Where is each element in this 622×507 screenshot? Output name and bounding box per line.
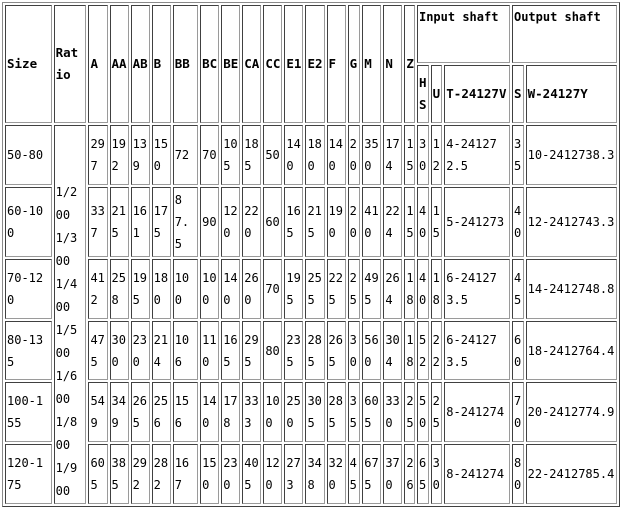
value-cell: 72 [173, 125, 198, 185]
header-dim: AB [131, 5, 150, 123]
header-dim: Z [404, 5, 415, 123]
header-input-u: U [431, 65, 443, 123]
value-cell: 370 [383, 444, 402, 504]
value-cell: 15 [431, 187, 443, 257]
value-cell: 18 [431, 259, 443, 319]
value-cell: 180 [305, 125, 324, 185]
value-cell: 70 [200, 125, 219, 185]
value-cell: 10-2412738.3 [526, 125, 617, 185]
value-cell: 412 [88, 259, 107, 319]
value-cell: 475 [88, 321, 107, 381]
header-dim: AA [110, 5, 129, 123]
value-cell: 165 [221, 321, 240, 381]
value-cell: 26 [404, 444, 415, 504]
size-cell: 70-120 [5, 259, 52, 319]
table-row [5, 382, 617, 442]
size-cell: 50-80 [5, 125, 52, 185]
value-cell: 285 [327, 382, 346, 442]
value-cell: 12 [431, 125, 443, 185]
value-cell: 265 [131, 382, 150, 442]
table-row [5, 321, 617, 381]
value-cell: 333 [242, 382, 261, 442]
value-cell: 30 [431, 444, 443, 504]
value-cell: 224 [383, 187, 402, 257]
header-dim: CC [263, 5, 282, 123]
value-cell: 20 [348, 187, 361, 257]
value-cell: 250 [284, 382, 303, 442]
value-cell: 52 [417, 321, 429, 381]
value-cell: 297 [88, 125, 107, 185]
value-cell: 220 [242, 187, 261, 257]
value-cell: 348 [305, 444, 324, 504]
table-row [5, 187, 617, 257]
value-cell: 20-2412774.9 [526, 382, 617, 442]
value-cell: 70 [263, 259, 282, 319]
value-cell: 50 [263, 125, 282, 185]
value-cell: 45 [512, 259, 524, 319]
value-cell: 410 [362, 187, 381, 257]
value-cell: 65 [417, 444, 429, 504]
value-cell: 20 [348, 125, 361, 185]
value-cell: 30 [417, 125, 429, 185]
value-cell: 225 [327, 259, 346, 319]
header-row-1 [5, 5, 617, 63]
value-cell: 50 [417, 382, 429, 442]
value-cell: 87.5 [173, 187, 198, 257]
value-cell: 304 [383, 321, 402, 381]
value-cell: 105 [221, 125, 240, 185]
value-cell: 675 [362, 444, 381, 504]
value-cell: 15 [404, 187, 415, 257]
value-cell: 295 [242, 321, 261, 381]
value-cell: 405 [242, 444, 261, 504]
value-cell: 30 [348, 321, 361, 381]
header-output-shaft: Output shaft [512, 5, 617, 63]
value-cell: 150 [200, 444, 219, 504]
value-cell: 214 [152, 321, 171, 381]
value-cell: 110 [200, 321, 219, 381]
value-cell: 25 [348, 259, 361, 319]
header-input-shaft: Input shaft [417, 5, 510, 63]
value-cell: 165 [284, 187, 303, 257]
value-cell: 264 [383, 259, 402, 319]
value-cell: 40 [417, 259, 429, 319]
value-cell: 185 [242, 125, 261, 185]
value-cell: 282 [152, 444, 171, 504]
table-row [5, 125, 617, 185]
value-cell: 195 [284, 259, 303, 319]
value-cell: 385 [110, 444, 129, 504]
value-cell: 25 [431, 382, 443, 442]
header-dim: BE [221, 5, 240, 123]
value-cell: 60 [512, 321, 524, 381]
value-cell: 120 [221, 187, 240, 257]
value-cell: 35 [348, 382, 361, 442]
value-cell: 161 [131, 187, 150, 257]
value-cell: 337 [88, 187, 107, 257]
value-cell: 190 [327, 187, 346, 257]
value-cell: 8-241274 [444, 382, 510, 442]
value-cell: 150 [152, 125, 171, 185]
table-body [5, 125, 617, 504]
value-cell: 255 [305, 259, 324, 319]
value-cell: 605 [88, 444, 107, 504]
spec-table [2, 2, 620, 507]
value-cell: 100 [173, 259, 198, 319]
value-cell: 305 [305, 382, 324, 442]
value-cell: 256 [152, 382, 171, 442]
header-dim: E2 [305, 5, 324, 123]
value-cell: 174 [383, 125, 402, 185]
header-input-t: T-24127V [444, 65, 510, 123]
value-cell: 40 [512, 187, 524, 257]
value-cell: 167 [173, 444, 198, 504]
value-cell: 45 [348, 444, 361, 504]
value-cell: 292 [131, 444, 150, 504]
size-cell: 100-155 [5, 382, 52, 442]
size-cell: 120-175 [5, 444, 52, 504]
value-cell: 22-2412785.4 [526, 444, 617, 504]
value-cell: 15 [404, 125, 415, 185]
value-cell: 560 [362, 321, 381, 381]
value-cell: 5-241273 [444, 187, 510, 257]
value-cell: 140 [327, 125, 346, 185]
value-cell: 4-241272.5 [444, 125, 510, 185]
ratio-cell: 1/200 1/300 1/400 1/500 1/600 1/800 1/900 [54, 125, 87, 504]
value-cell: 495 [362, 259, 381, 319]
value-cell: 230 [131, 321, 150, 381]
header-dim: A [88, 5, 107, 123]
value-cell: 18-2412764.4 [526, 321, 617, 381]
value-cell: 300 [110, 321, 129, 381]
value-cell: 8-241274 [444, 444, 510, 504]
header-dim: B [152, 5, 171, 123]
table-row [5, 259, 617, 319]
value-cell: 90 [200, 187, 219, 257]
value-cell: 215 [305, 187, 324, 257]
value-cell: 18 [404, 321, 415, 381]
value-cell: 175 [152, 187, 171, 257]
value-cell: 260 [242, 259, 261, 319]
value-cell: 140 [284, 125, 303, 185]
value-cell: 549 [88, 382, 107, 442]
value-cell: 25 [404, 382, 415, 442]
value-cell: 100 [200, 259, 219, 319]
value-cell: 35 [512, 125, 524, 185]
value-cell: 140 [221, 259, 240, 319]
value-cell: 180 [152, 259, 171, 319]
value-cell: 156 [173, 382, 198, 442]
value-cell: 6-241273.5 [444, 259, 510, 319]
header-dim: CA [242, 5, 261, 123]
value-cell: 70 [512, 382, 524, 442]
value-cell: 120 [263, 444, 282, 504]
value-cell: 139 [131, 125, 150, 185]
value-cell: 330 [383, 382, 402, 442]
value-cell: 230 [221, 444, 240, 504]
size-cell: 60-100 [5, 187, 52, 257]
value-cell: 12-2412743.3 [526, 187, 617, 257]
value-cell: 80 [263, 321, 282, 381]
value-cell: 192 [110, 125, 129, 185]
header-dim: M [362, 5, 381, 123]
size-cell: 80-135 [5, 321, 52, 381]
header-dim: G [348, 5, 361, 123]
value-cell: 349 [110, 382, 129, 442]
value-cell: 285 [305, 321, 324, 381]
value-cell: 18 [404, 259, 415, 319]
value-cell: 195 [131, 259, 150, 319]
value-cell: 258 [110, 259, 129, 319]
header-input-hs: HS [417, 65, 429, 123]
value-cell: 320 [327, 444, 346, 504]
header-ratio: Ratio [54, 5, 87, 123]
header-dim: N [383, 5, 402, 123]
header-dim: BC [200, 5, 219, 123]
value-cell: 605 [362, 382, 381, 442]
value-cell: 215 [110, 187, 129, 257]
table-row [5, 444, 617, 504]
value-cell: 100 [263, 382, 282, 442]
header-dim: BB [173, 5, 198, 123]
header-dim: F [327, 5, 346, 123]
value-cell: 178 [221, 382, 240, 442]
header-output-s: S [512, 65, 524, 123]
value-cell: 106 [173, 321, 198, 381]
value-cell: 235 [284, 321, 303, 381]
header-dim: E1 [284, 5, 303, 123]
value-cell: 60 [263, 187, 282, 257]
value-cell: 350 [362, 125, 381, 185]
header-size: Size [5, 5, 52, 123]
header-output-w: W-24127Y [526, 65, 617, 123]
value-cell: 14-2412748.8 [526, 259, 617, 319]
value-cell: 273 [284, 444, 303, 504]
value-cell: 40 [417, 187, 429, 257]
value-cell: 265 [327, 321, 346, 381]
value-cell: 22 [431, 321, 443, 381]
value-cell: 6-241273.5 [444, 321, 510, 381]
value-cell: 140 [200, 382, 219, 442]
value-cell: 80 [512, 444, 524, 504]
